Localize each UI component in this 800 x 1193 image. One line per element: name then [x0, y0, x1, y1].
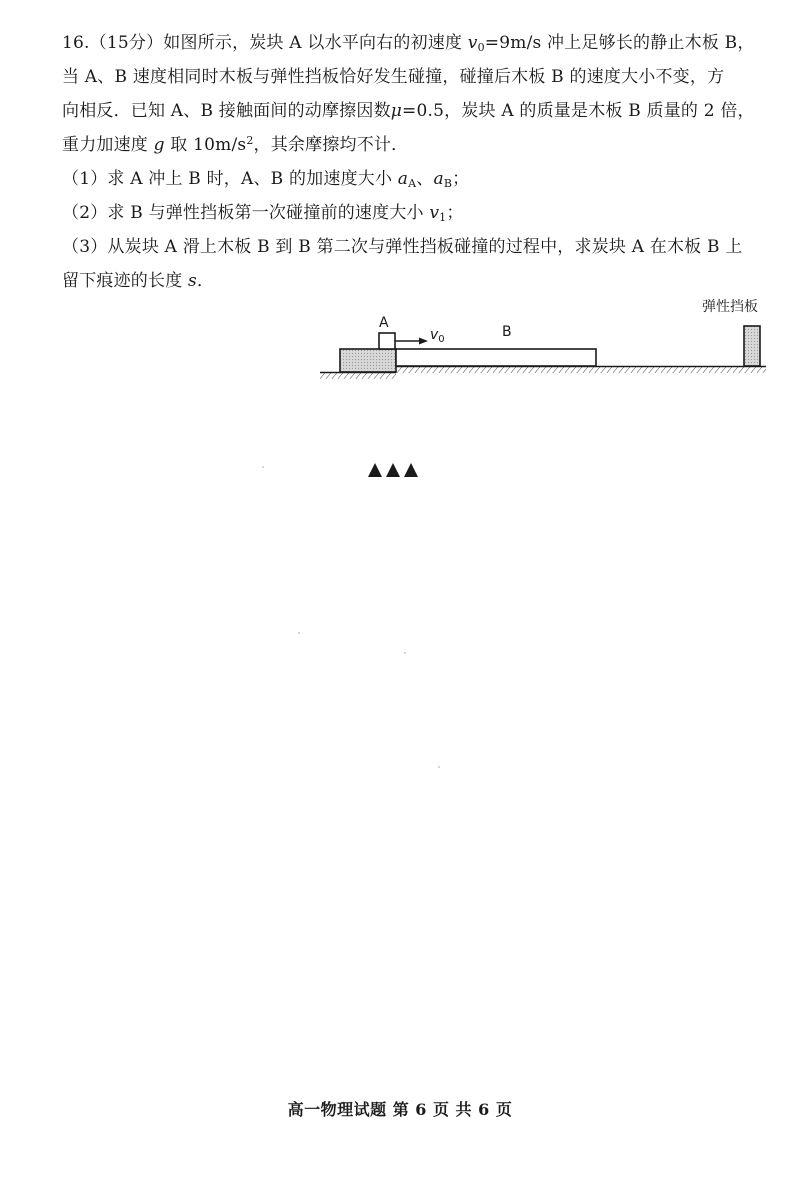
physics-diagram — [318, 295, 778, 385]
sub-question-2: （2）求 B 与弹性挡板第一次碰撞前的速度大小 $v_1$； — [62, 203, 464, 224]
left-platform — [340, 349, 396, 372]
sub-question-3-line-2: 留下痕迹的长度 s． — [62, 271, 215, 291]
sub-question-1: （1）求 A 冲上 B 时，A、B 的加速度大小 $a_A$、$a_B$； — [62, 169, 470, 190]
triangle-icon — [404, 463, 418, 477]
floor-hatch — [396, 367, 766, 373]
label-elastic-barrier: 弹性挡板 — [702, 299, 758, 315]
label-board-b: B — [502, 324, 512, 340]
question-line-1: 16.（15分）如图所示，炭块 A 以水平向右的初速度 $v_0=9m/s$ 冲上足够长的静止木板 B， — [62, 33, 755, 54]
label-block-a: A — [379, 315, 389, 331]
triangle-icon — [386, 463, 400, 477]
scan-speck — [298, 632, 300, 634]
scan-speck — [404, 652, 406, 654]
question-number: 16. — [62, 33, 90, 53]
question-line-2: 当 A、B 速度相同时木板与弹性挡板恰好发生碰撞，碰撞后木板 B 的速度大小不变，方 — [62, 67, 725, 87]
label-velocity: $v_0$ — [430, 327, 445, 345]
question-16 — [62, 26, 774, 298]
velocity-arrow-head — [419, 338, 428, 345]
triangle-icon — [368, 463, 382, 477]
question-line-3: 向相反．已知 A、B 接触面间的动摩擦因数μ=0.5，炭块 A 的质量是木板 B 质量的 2 倍， — [62, 101, 755, 121]
diagram-svg — [318, 295, 778, 385]
left-ground-hatch — [320, 373, 396, 379]
question-score: （15分） — [89, 33, 164, 53]
board-b — [396, 349, 596, 366]
scan-speck — [438, 766, 440, 768]
elastic-barrier — [744, 326, 760, 366]
sub-question-3-line-1: （3）从炭块 A 滑上木板 B 到 B 第二次与弹性挡板碰撞的过程中，求炭块 A 在木板 B 上 — [62, 237, 743, 257]
end-mark-triangles — [366, 459, 426, 479]
scan-speck — [262, 466, 264, 468]
block-a — [379, 333, 395, 349]
page-footer: 高一物理试题 第 6 页 共 6 页 — [287, 1100, 513, 1119]
end-mark — [366, 459, 426, 479]
question-line-4: 重力加速度 g 取 $10m/s^2$，其余摩擦均不计． — [62, 134, 409, 155]
